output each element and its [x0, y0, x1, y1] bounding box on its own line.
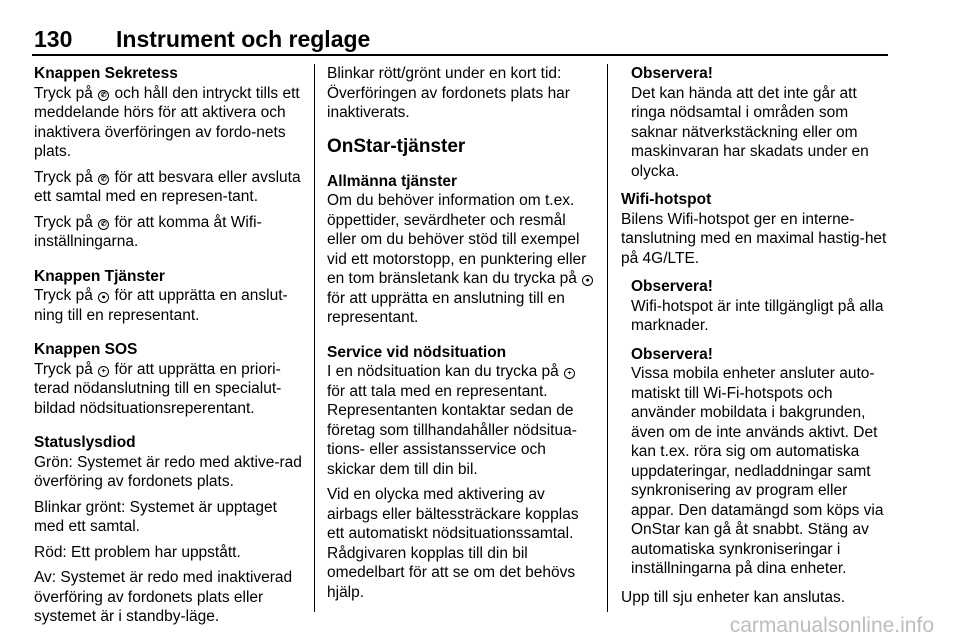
column-divider-1: [314, 64, 315, 612]
privacy-button-icon: ✆: [98, 90, 109, 101]
privacy-button-icon: ✆: [98, 174, 109, 185]
final-paragraph: Upp till sju enheter kan anslutas.: [621, 588, 846, 606]
services-button-icon: ●: [98, 292, 109, 303]
sos-button-icon: +: [564, 368, 575, 379]
watermark: carmanualsonline.info: [729, 614, 934, 637]
status-led-paragraph-2: Blinkar grönt: Systemet är upptaget med ett samtal.: [34, 498, 277, 535]
note-3-heading: Observera!: [631, 345, 713, 363]
note-2: [621, 277, 889, 336]
note-2-text: Wifi-hotspot är inte tillgängligt på alla marknader.: [631, 297, 884, 334]
wifi-paragraph: Bilens Wifi-hotspot ger en interne-tanslutning med en maximal hastig-het på 4G/LTE.: [621, 210, 887, 267]
services-button-icon: ●: [582, 275, 593, 286]
general-services-paragraph: Om du behöver information om t.ex. öppettider, sevärdheter och resmål eller om du behöver stöd till exempel vid ett motorstopp, en punktering eller en tom bränsletank kan du trycka på ● för att upprätta en anslutning till en representant.: [327, 191, 597, 328]
sos-button-icon: +: [98, 366, 109, 377]
status-led-paragraph-3: Röd: Ett problem har uppstått.: [34, 543, 241, 561]
column-2: [327, 64, 597, 602]
onstar-heading: OnStar-tjänster: [327, 135, 466, 157]
wifi-heading: Wifi-hotspot: [621, 191, 712, 208]
privacy-paragraph-2: Tryck på ✆ för att besvara eller avsluta ett samtal med en represen-tant.: [34, 168, 301, 205]
emergency-heading: Service vid nödsituation: [327, 343, 507, 361]
note-1-text: Det kan hända att det inte går att ringa nödsamtal i områden som saknar nätverkstäckning eller om maskinvaran har skadats under en olycka.: [631, 84, 869, 180]
emergency-paragraph-2: Vid en olycka med aktivering av airbags eller bältessträckare kopplas ett automatiskt nödsituationssamtal. Rådgivaren kopplas till din bil omedelbart för att se om det behövs hjälp.: [327, 486, 579, 601]
note-1: [621, 64, 889, 181]
intro-paragraph: Blinkar rött/grönt under en kort tid: Överföringen av fordonets plats har inaktiverats.: [327, 65, 570, 121]
services-paragraph: Tryck på ● för att upprätta en anslut-ning till en representant.: [34, 287, 288, 324]
status-led-paragraph-4: Av: Systemet är redo med inaktiverad överföring av fordonets plats eller systemet är i standby-läge.: [34, 569, 293, 625]
status-led-paragraph-1: Grön: Systemet är redo med aktive-rad överföring av fordonets plats.: [34, 453, 302, 490]
running-title: Instrument och reglage: [116, 26, 371, 52]
sos-heading: Knappen SOS: [34, 341, 138, 358]
general-services-heading: Allmänna tjänster: [327, 172, 458, 190]
privacy-button-icon: ✆: [98, 219, 109, 230]
emergency-paragraph-1: I en nödsituation kan du trycka på + för att tala med en representant. Representanten kontaktar sedan de företag som tillhandahåller nödsitua-tions- eller assistansservice och skickar dem till din bil.: [327, 363, 577, 478]
note-1-heading: Observera!: [631, 65, 713, 82]
status-led-heading: Statuslysdiod: [34, 434, 136, 451]
note-3-text: Vissa mobila enheter ansluter auto-matiskt till Wi-Fi-hotspots och använder mobildata i bakgrunden, även om de inte används aktivt. Det kan t.ex. röra sig om automatiska uppdateringar, nedladdningar samt synkronisering av program eller appar. Den datamängd som köps via OnStar kan gå åt snabbt. Stäng av automatiska synkroniseringar i inställningarna på dina enheter.: [631, 365, 884, 577]
privacy-paragraph-3: Tryck på ✆ för att komma åt Wifi-inställningarna.: [34, 213, 262, 250]
header-rule: [32, 54, 888, 56]
column-divider-2: [607, 64, 608, 612]
sos-paragraph: Tryck på + för att upprätta en priori-terad nödanslutning till en specialut-bildad nödsituationsreperentant.: [34, 360, 282, 417]
services-heading: Knappen Tjänster: [34, 267, 165, 285]
page-header: [32, 26, 888, 52]
privacy-paragraph-1: Tryck på ✆ och håll den intryckt tills ett meddelande hörs för att aktivera och inaktivera överföringen av fordo-nets plats.: [34, 84, 300, 160]
page-number: 130: [34, 26, 73, 52]
note-3: [621, 345, 889, 579]
column-1: [34, 64, 302, 627]
note-2-heading: Observera!: [631, 278, 713, 295]
privacy-heading: Knappen Sekretess: [34, 65, 178, 82]
column-3: [621, 64, 889, 607]
